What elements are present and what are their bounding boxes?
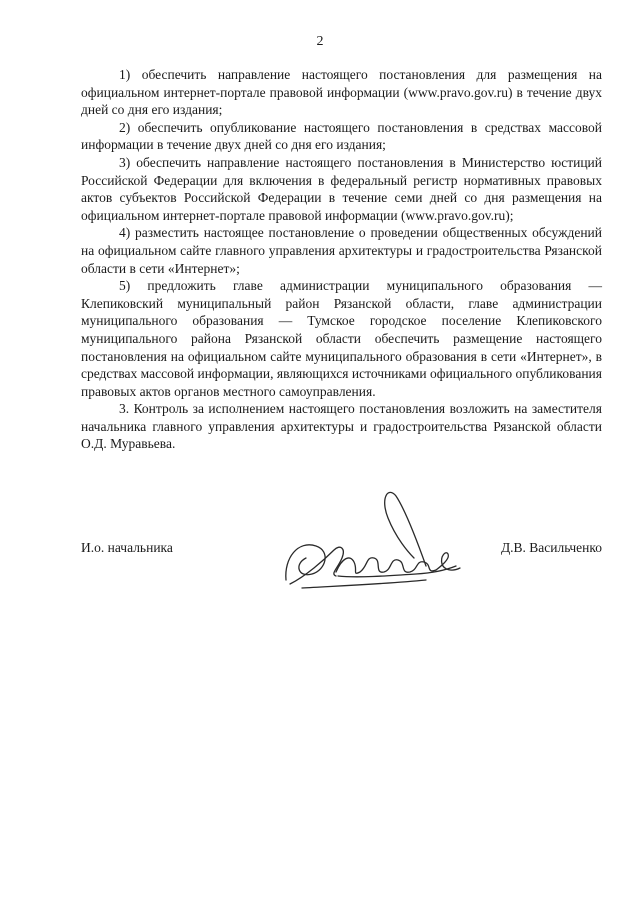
list-item-5: 5) предложить главе администрации муниципального образования — Клепиковский муниципальный район Рязанской области, главе администрации муниципального образования — Тумское городское поселение Клепиковского муниципального района Рязанской области обеспечить размещение настоящего постановления на официальном сайте муниципального образования в сети «Интернет», в средствах массовой информации, являющихся источниками официального опубликования правовых актов органов местного самоуправления. — [81, 278, 602, 399]
control-clause: 3. Контроль за исполнением настоящего постановления возложить на заместителя начальника главного управления архитектуры и градостроительства Рязанской области О.Д. Муравьева. — [81, 401, 602, 452]
page-number: 2 — [316, 34, 324, 49]
list-item-3: 3) обеспечить направление настоящего постановления в Министерство юстиций Российской Федерации для включения в федеральный регистр нормативных правовых актов субъектов Российской Федерации в течение семи дней со дня размещения на официальном интернет-портале правовой информации (www.pravo.gov.ru); — [81, 154, 602, 223]
signatory-position: И.о. начальника — [81, 540, 173, 555]
list-item-4: 4) разместить настоящее постановление о проведении общественных обсуждений на официальном сайте главного управления архитектуры и градостроительства Рязанской области в сети «Интернет»; — [81, 225, 602, 276]
list-item-1: 1) обеспечить направление настоящего постановления для размещения на официальном интернет-портале правовой информации (www.pravo.gov.ru) в течение двух дней со дня его издания; — [81, 67, 602, 118]
signature-block — [81, 536, 602, 596]
handwritten-signature — [276, 488, 466, 598]
signatory-name: Д.В. Васильченко — [500, 540, 602, 555]
list-item-2: 2) обеспечить опубликование настоящего постановления в средствах массовой информации в течение двух дней со дня его издания; — [81, 119, 602, 153]
document-body — [81, 66, 602, 453]
